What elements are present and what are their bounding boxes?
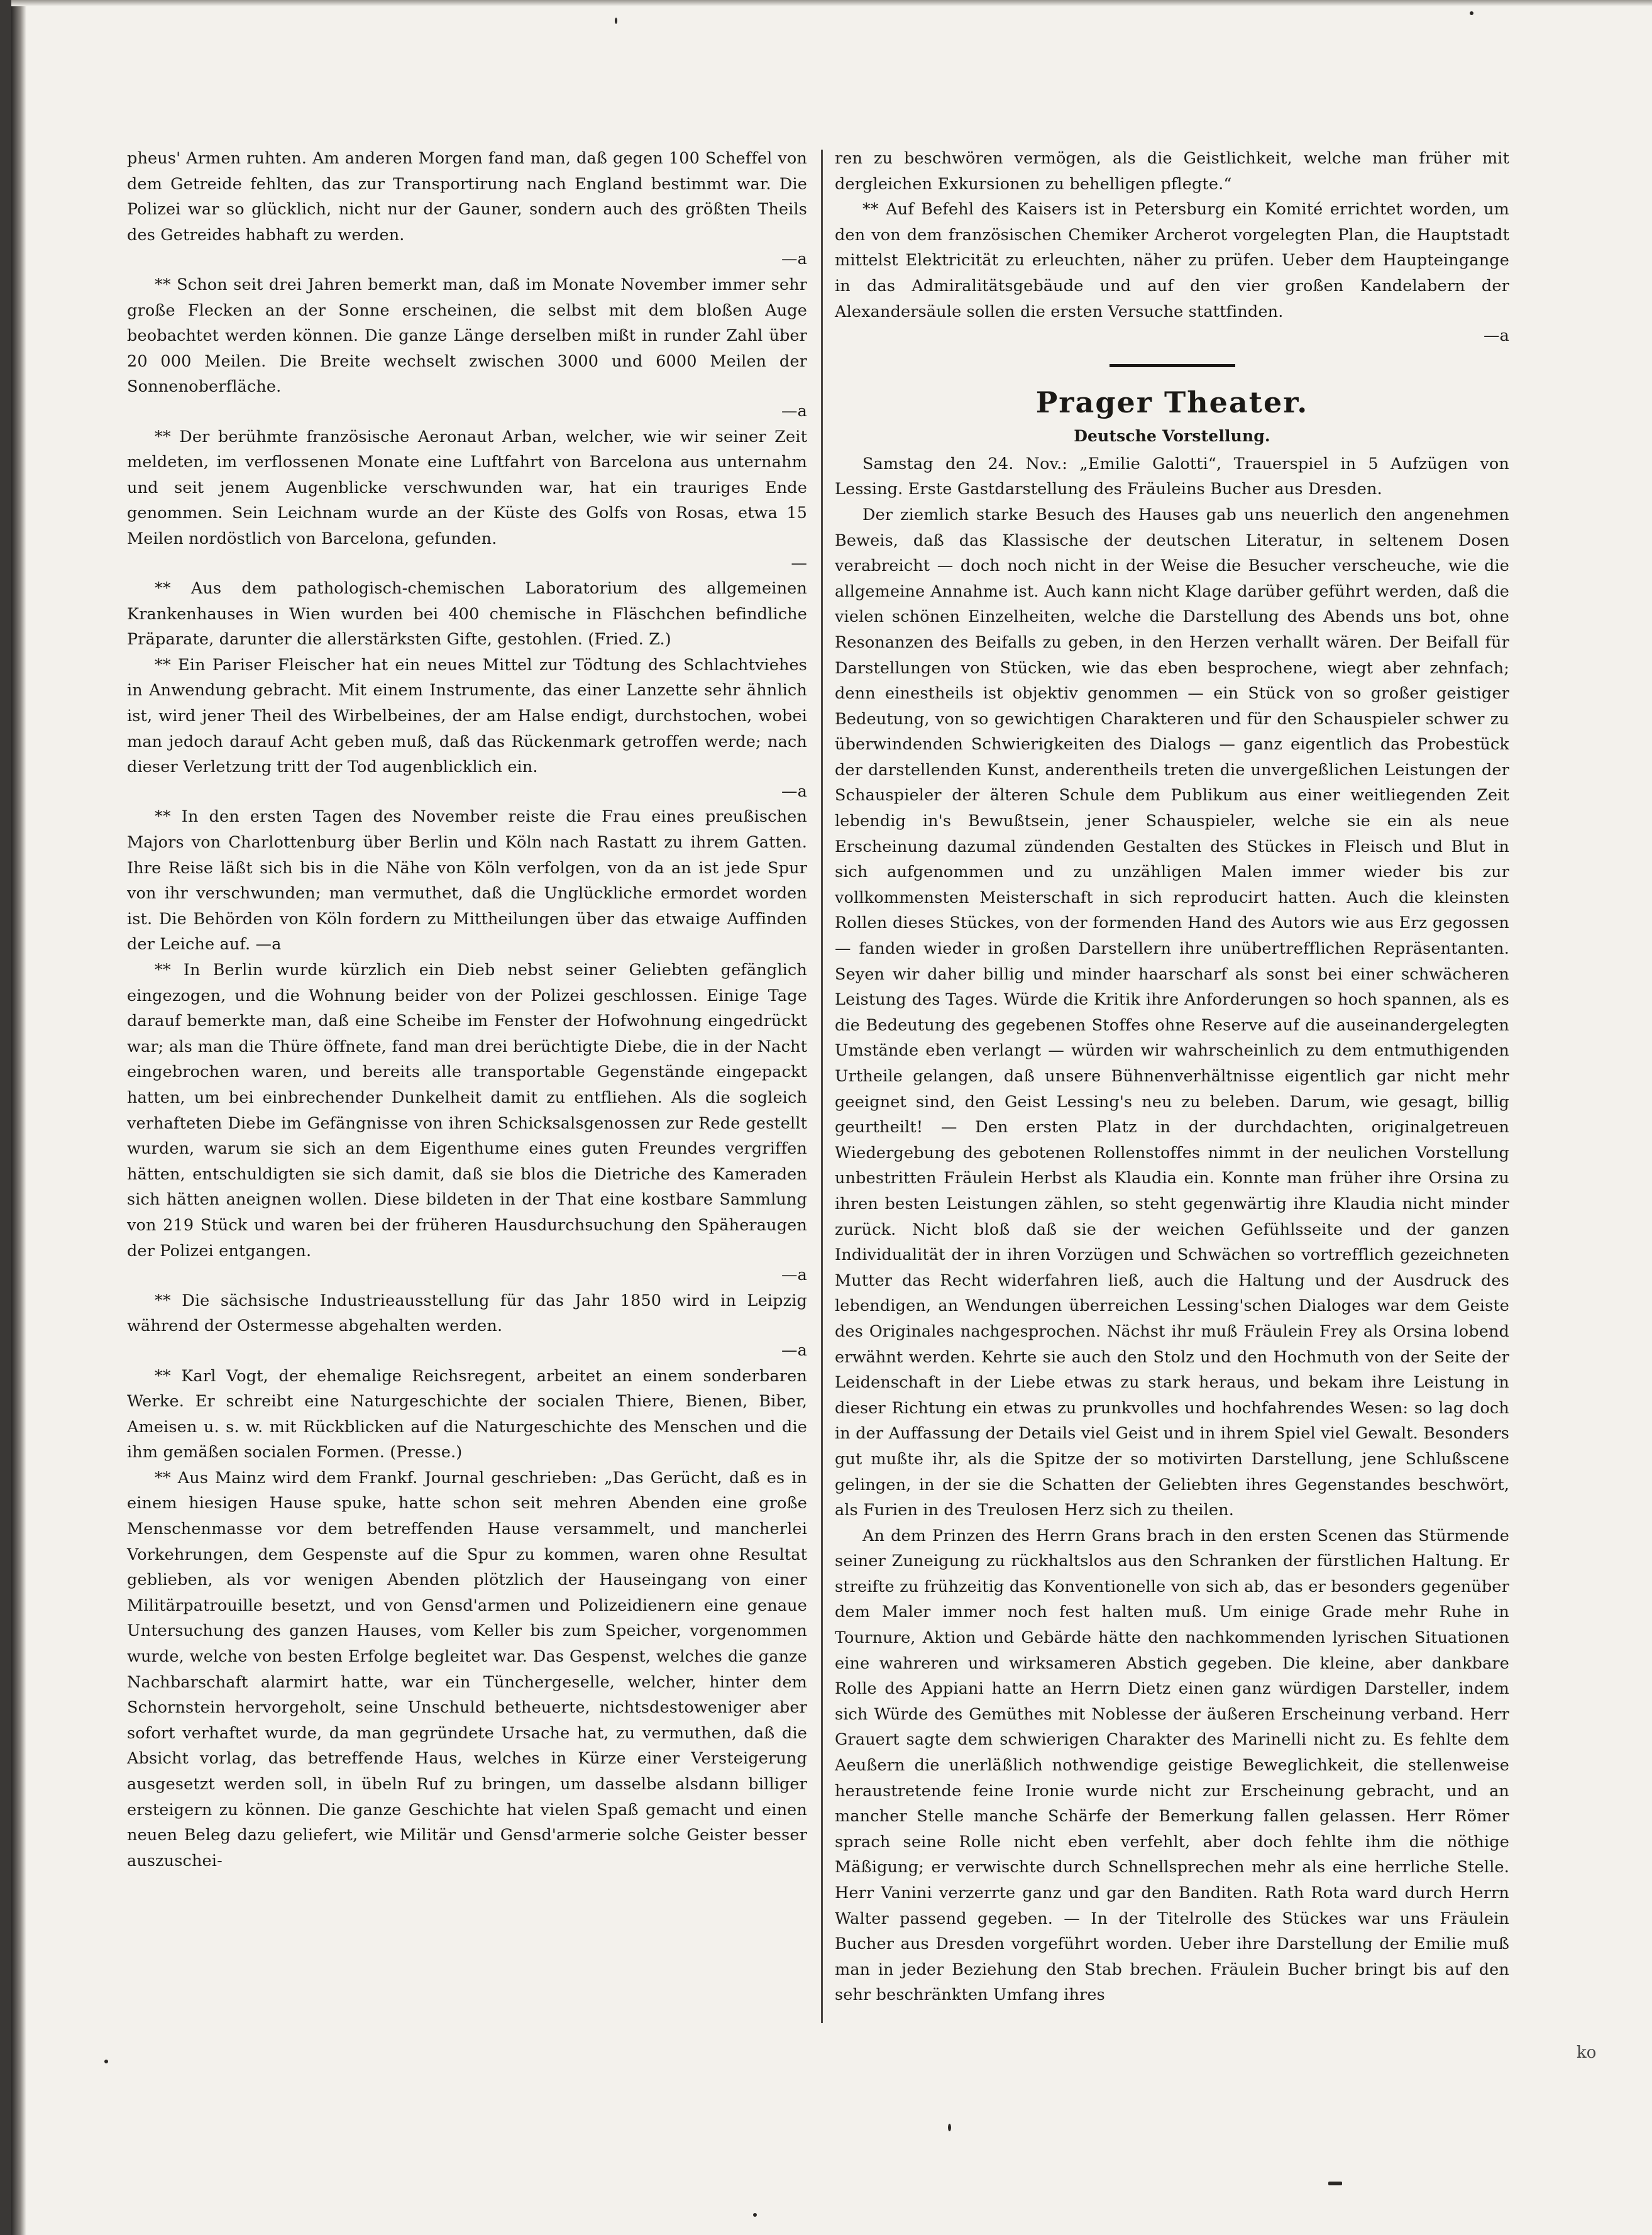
scan-speck xyxy=(104,2060,108,2063)
news-item xyxy=(127,576,807,653)
scan-speck xyxy=(615,18,617,24)
news-item xyxy=(127,424,807,577)
news-item xyxy=(127,1364,807,1465)
scan-speck xyxy=(948,2124,951,2131)
news-item xyxy=(127,1288,807,1364)
page-scan xyxy=(11,0,1652,2235)
scan-speck xyxy=(1328,2182,1342,2185)
news-text: ** Der berühmte französische Aeronaut Arban, welcher, wie wir seiner Zeit meldeten, im verflossenen Monate eine Luftfahrt von Barcelona aus unternahm und seit jenem Augenblicke verschwunden war, hat ein trauriges Ende genommen. Sein Leichnam wurde an der Küste des Golfs von Rosas, etwa 15 Meilen nordöstlich von Barcelona, gefunden. xyxy=(127,427,807,548)
performance-info: Samstag den 24. Nov.: „Emilie Galotti“, Trauerspiel in 5 Aufzügen von Lessing. Erste Gastdarstellung des Fräuleins Bucher aus Dresden. xyxy=(835,454,1509,499)
news-text: ** Die sächsische Industrieausstellung für das Jahr 1850 wird in Leipzig während der Ostermesse abgehalten werden. xyxy=(127,1291,807,1336)
news-text: ** Schon seit drei Jahren bemerkt man, daß im Monate November immer sehr große Flecken an der Sonne erscheinen, die selbst mit dem bloßen Auge beobachtet werden können. Die ganze Länge derselben mißt in runder Zahl über 20 000 Meilen. Die Breite wechselt zwischen 3000 und 6000 Meilen der Sonnenoberfläche. xyxy=(127,275,807,397)
news-signature: — xyxy=(791,553,807,573)
news-text: ** Ein Pariser Fleischer hat ein neues Mittel zur Tödtung des Schlachtviehes in Anwendung gebracht. Mit einem Instrumente, das einer Lanzette sehr ähnlich ist, wird jener Theil des Wirbelbeines, der am Halse endigt, durchstochen, wobei man jedoch darauf Acht geben muß, daß das Rückenmark getroffen werde; nach dieser Verletzung tritt der Tod augenblicklich ein. xyxy=(127,655,807,777)
review-paragraph: An dem Prinzen des Herrn Grans brach in den ersten Scenen das Stürmende seiner Zuneigung zu rückhaltslos aus den Schranken der fürstlichen Haltung. Er streifte zu frühzeitig das Konventionelle von sich ab, das er besonders gegenüber dem Maler immer noch fest halten muß. Um einige Grade mehr Ruhe in Tournure, Aktion und Gebärde hätte den nachkommenden lyrischen Situationen eine wahreren und wirksameren Abstich gegeben. Die kleine, aber dankbare Rolle des Appiani hatte an Herrn Dietz einen ganz würdigen Darsteller, indem sich Würde des Gemüthes mit Noblesse der äußeren Erscheinung verband. Herr Grauert sagte dem schwierigen Charakter des Marinelli nicht zu. Es fehlte dem Aeußern die unerläßlich nothwendige geistige Beweglichkeit, die stellenweise heraustretende feine Ironie wurde nicht zur Erscheinung gebracht, und an mancher Stelle manche Schärfe der Bemerkung fallen gelassen. Herr Römer sprach seine Rolle nicht eben verfehlt, aber doch fehlte ihm die nöthige Mäßigung; er verwischte durch Schnellsprechen mehr als eine herrliche Stelle. Herr Vanini verzerrte ganz und gar den Banditen. Rath Rota ward durch Herrn Walter passend gegeben. — In der Titelrolle des Stückes war uns Fräulein Bucher aus Dresden vorgeführt worden. Ueber ihre Darstellung der Emilie muß man in jeder Beziehung den Stab brechen. Fräulein Bucher bringt bis auf den sehr beschränkten Umfang ihres xyxy=(835,1526,1509,2005)
news-signature: —a xyxy=(1483,326,1509,346)
scan-speck xyxy=(1470,11,1473,15)
news-item xyxy=(127,957,807,1288)
left-column xyxy=(127,146,807,1874)
news-text: ** Aus Mainz wird dem Frankf. Journal geschrieben: „Das Gerücht, daß es in einem hiesigen Hause spuke, hatte schon seit mehren Abenden eine große Menschenmasse vor dem betreffenden Hause versammelt, und mancherlei Vorkehrungen, dem Gespenste auf die Spur zu kommen, waren ohne Resultat geblieben, als vor wenigen Abenden plötzlich der Hauseingang von einer Militärpatrouille besetzt, und von Gensd'armen und Polizeidienern eine genaue Untersuchung des ganzen Hauses, vom Keller bis zum Speicher, vorgenommen wurde, welche von besten Erfolge begleitet war. Das Gespenst, welches die ganze Nachbarschaft alarmirt hatte, war ein Tünchergeselle, welcher, hinter dem Schornstein hervorgeholt, seine Unschuld betheuerte, nichtsdestoweniger aber sofort verhaftet wurde, da man gegründete Ursache hat, zu vermuthen, daß die Absicht vorlag, das betreffende Haus, welches in Kürze einer Versteigerung ausgesetzt werden soll, in übeln Ruf zu bringen, um dasselbe alsdann billiger ersteigern zu können. Die ganze Geschichte hat vielen Spaß gemacht und einen neuen Beleg dazu geliefert, wie Militär und Gensd'armerie solche Geister besser auszuschei- xyxy=(127,1468,807,1870)
news-text: ** Karl Vogt, der ehemalige Reichsregent, arbeitet an einem sonderbaren Werke. Er schreibt eine Naturgeschichte der socialen Thiere, Bienen, Biber, Ameisen u. s. w. mit Rückblicken auf die Naturgeschichte des Menschen und die ihm gemäßen socialen Formen. (Presse.) xyxy=(127,1366,807,1462)
top-edge-shadow xyxy=(11,0,1652,6)
news-item xyxy=(127,653,807,805)
column-rule xyxy=(821,150,823,2023)
section-subtitle: Deutsche Vorstellung. xyxy=(1074,426,1270,445)
news-text: ** In den ersten Tagen des November reiste die Frau eines preußischen Majors von Charlottenburg über Berlin und Köln nach Rastatt zu ihrem Gatten. Ihre Reise läßt sich bis in die Nähe von Köln verfolgen, von da an ist jede Spur von ihr verschwunden; man vermuthet, daß die Unglückliche ermordet worden ist. Die Behörden von Köln fordern zu Mittheilungen über das etwaige Auffinden der Leiche auf. —a xyxy=(127,807,807,954)
review-paragraph: Der ziemlich starke Besuch des Hauses gab uns neuerlich den angenehmen Beweis, daß das Klassische der deutschen Literatur, in seltenem Dosen verabreicht — doch noch nicht in der Weise die Besucher verscheuche, wie die allgemeine Annahme ist. Auch kann nicht Klage darüber geführt werden, daß die vielen schönen Einzelheiten, welche die Darstellung des Abends uns bot, ohne Resonanzen des Beifalls zu geben, in den Herzen verhallt wären. Der Beifall für Darstellungen von Stücken, wie das eben besprochene, wiegt aber zehnfach; denn einestheils ist objektiv genommen — ein Stück von so großer geistiger Bedeutung, von so gewichtigen Charakteren und für den Schauspieler schwer zu überwindenden Schwierigkeiten des Dialogs — ganz eigentlich das Probestück der darstellenden Kunst, anderentheils treten die unvergeßlichen Leistungen der Schauspieler der älteren Schule dem Publikum aus einer weitliegenden Zeit lebendig in's Bewußtsein, jener Schauspieler, welche sie ein als neue Erscheinung dazumal zündenden Gestalten des Stückes in Fleisch und Blut in sich aufgenommen und zu unzähligen Malen immer wieder bis zur vollkommensten Meisterschaft in sich reproducirt hatten. Auch die kleinsten Rollen dieses Stückes, von der formenden Hand des Autors wie aus Erz gegossen — fanden wieder in großen Darstellern ihre unübertrefflichen Repräsentanten. Seyen wir daher billig und minder haarscharf als sonst bei einer schwächeren Leistung des Tages. Würde die Kritik ihre Anforderungen so hoch spannen, als es die Bedeutung des gegebenen Stoffes ohne Reserve auf die auseinandergelegten Umstände eben verlangt — würden wir wahrscheinlich zu dem entmuthigenden Urtheile gelangen, daß unsere Bühnenverhältnisse eigentlich gar nicht mehr geeignet sind, den Geist Lessing's neu zu beleben. Darum, wie gesagt, billig geurtheilt! — Den ersten Platz in der durchdachten, originalgetreuen Wiedergebung des gebotenen Rollenstoffes nimmt in der neulichen Vorstellung unbestritten Fräulein Herbst als Klaudia ein. Konnte man früher ihre Orsina zu ihren besten Leistungen zählen, so steht gegenwärtig ihre Klaudia nicht minder zurück. Nicht bloß daß sie der weichen Gefühlsseite und der ganzen Individualität der in ihren Vorzügen und Schwächen so vortrefflich gezeichneten Mutter das Recht widerfahren ließ, auch die Haltung und der Ausdruck des lebendigen, an Wendungen überreichen Lessing'schen Dialoges war dem Geiste des Originales nachgesprochen. Nächst ihr muß Fräulein Frey als Orsina lobend erwähnt werden. Kehrte sie auch den Stolz und den Hochmuth von der Seite der Leidenschaft in der Liebe etwas zu stark heraus, und bekam ihre Leistung in dieser Richtung ein etwas zu prunkvolles und hochfahrendes Wesen: so lag doch in der Auffassung der Details viel Geist und in ihrem Spiel viel Gewalt. Besonders gut mußte ihr, als die Spitze der so motivirten Darstellung, jene Schlußscene gelingen, in der sie die Schatten der Geliebten ihres Gegenstandes beschwört, als Furien in des Treulosen Herz sich zu theilen. xyxy=(835,505,1509,1520)
news-signature: —a xyxy=(781,781,807,801)
news-text: ** In Berlin wurde kürzlich ein Dieb nebst seiner Geliebten gefänglich eingezogen, und die Wohnung beider von der Polizei geschlossen. Einige Tage darauf bemerkte man, daß eine Scheibe im Fenster der Hofwohnung eingedrückt war; als man die Thüre öffnete, fand man drei berüchtigte Diebe, die in der Nacht eingebrochen waren, und bereits alle transportable Gegenstände eingepackt hatten, um bei einbrechender Dunkelheit damit zu entfliehen. Als die sogleich verhafteten Diebe im Gefängnisse von ihren Schicksalsgenossen zur Rede gestellt wurden, warum sie sich an dem Eigenthume eines guten Freundes vergriffen hätten, entschuldigten sie sich damit, daß sie blos die Dietriche des Kameraden sich hätten aneignen wollen. Diese bildeten in der That eine kostbare Sammlung von 219 Stück und waren bei der früheren Hausdurchsuchung den Späheraugen der Polizei entgangen. xyxy=(127,961,807,1261)
news-item xyxy=(127,146,807,272)
news-text: ren zu beschwören vermögen, als die Geistlichkeit, welche man früher mit dergleichen Exkursionen zu behelligen pflegte.“ xyxy=(835,149,1509,194)
section-title: Prager Theater. xyxy=(1035,385,1309,419)
news-item xyxy=(835,197,1509,349)
news-signature: —a xyxy=(781,1266,807,1285)
news-item xyxy=(127,272,807,424)
news-signature: —a xyxy=(781,1340,807,1360)
section-separator xyxy=(1110,364,1235,367)
news-text: ** Auf Befehl des Kaisers ist in Petersburg ein Komité errichtet worden, um den von dem französischen Chemiker Archerot vorgelegten Plan, die Hauptstadt mittelst Elektricität zu erleuchten, näher zu prüfen. Ueber dem Haupteingange in das Admiralitätsgebäude und auf den vier großen Kandelabern der Alexandersäule sollen die ersten Versuche stattfinden. xyxy=(835,200,1509,321)
news-item xyxy=(127,1465,807,1874)
right-column xyxy=(835,146,1509,2008)
news-text: pheus' Armen ruhten. Am anderen Morgen fand man, daß gegen 100 Scheffel von dem Getreide fehlten, das zur Transportirung nach England bestimmt war. Die Polizei war so glücklich, nicht nur der Gauner, sondern auch des größten Theils des Getreides habhaft zu werden. xyxy=(127,149,807,245)
corner-mark: ko xyxy=(1577,2043,1597,2062)
news-signature: —a xyxy=(781,401,807,421)
binding-shadow xyxy=(11,0,26,2235)
news-text: ** Aus dem pathologisch-chemischen Laboratorium des allgemeinen Krankenhauses in Wien wurden bei 400 chemische in Fläschchen befindliche Präparate, darunter die allerstärksten Gifte, gestohlen. (Fried. Z.) xyxy=(127,579,807,649)
news-item xyxy=(127,804,807,957)
news-signature: —a xyxy=(781,250,807,269)
news-item xyxy=(835,146,1509,197)
scan-speck xyxy=(753,2213,757,2217)
